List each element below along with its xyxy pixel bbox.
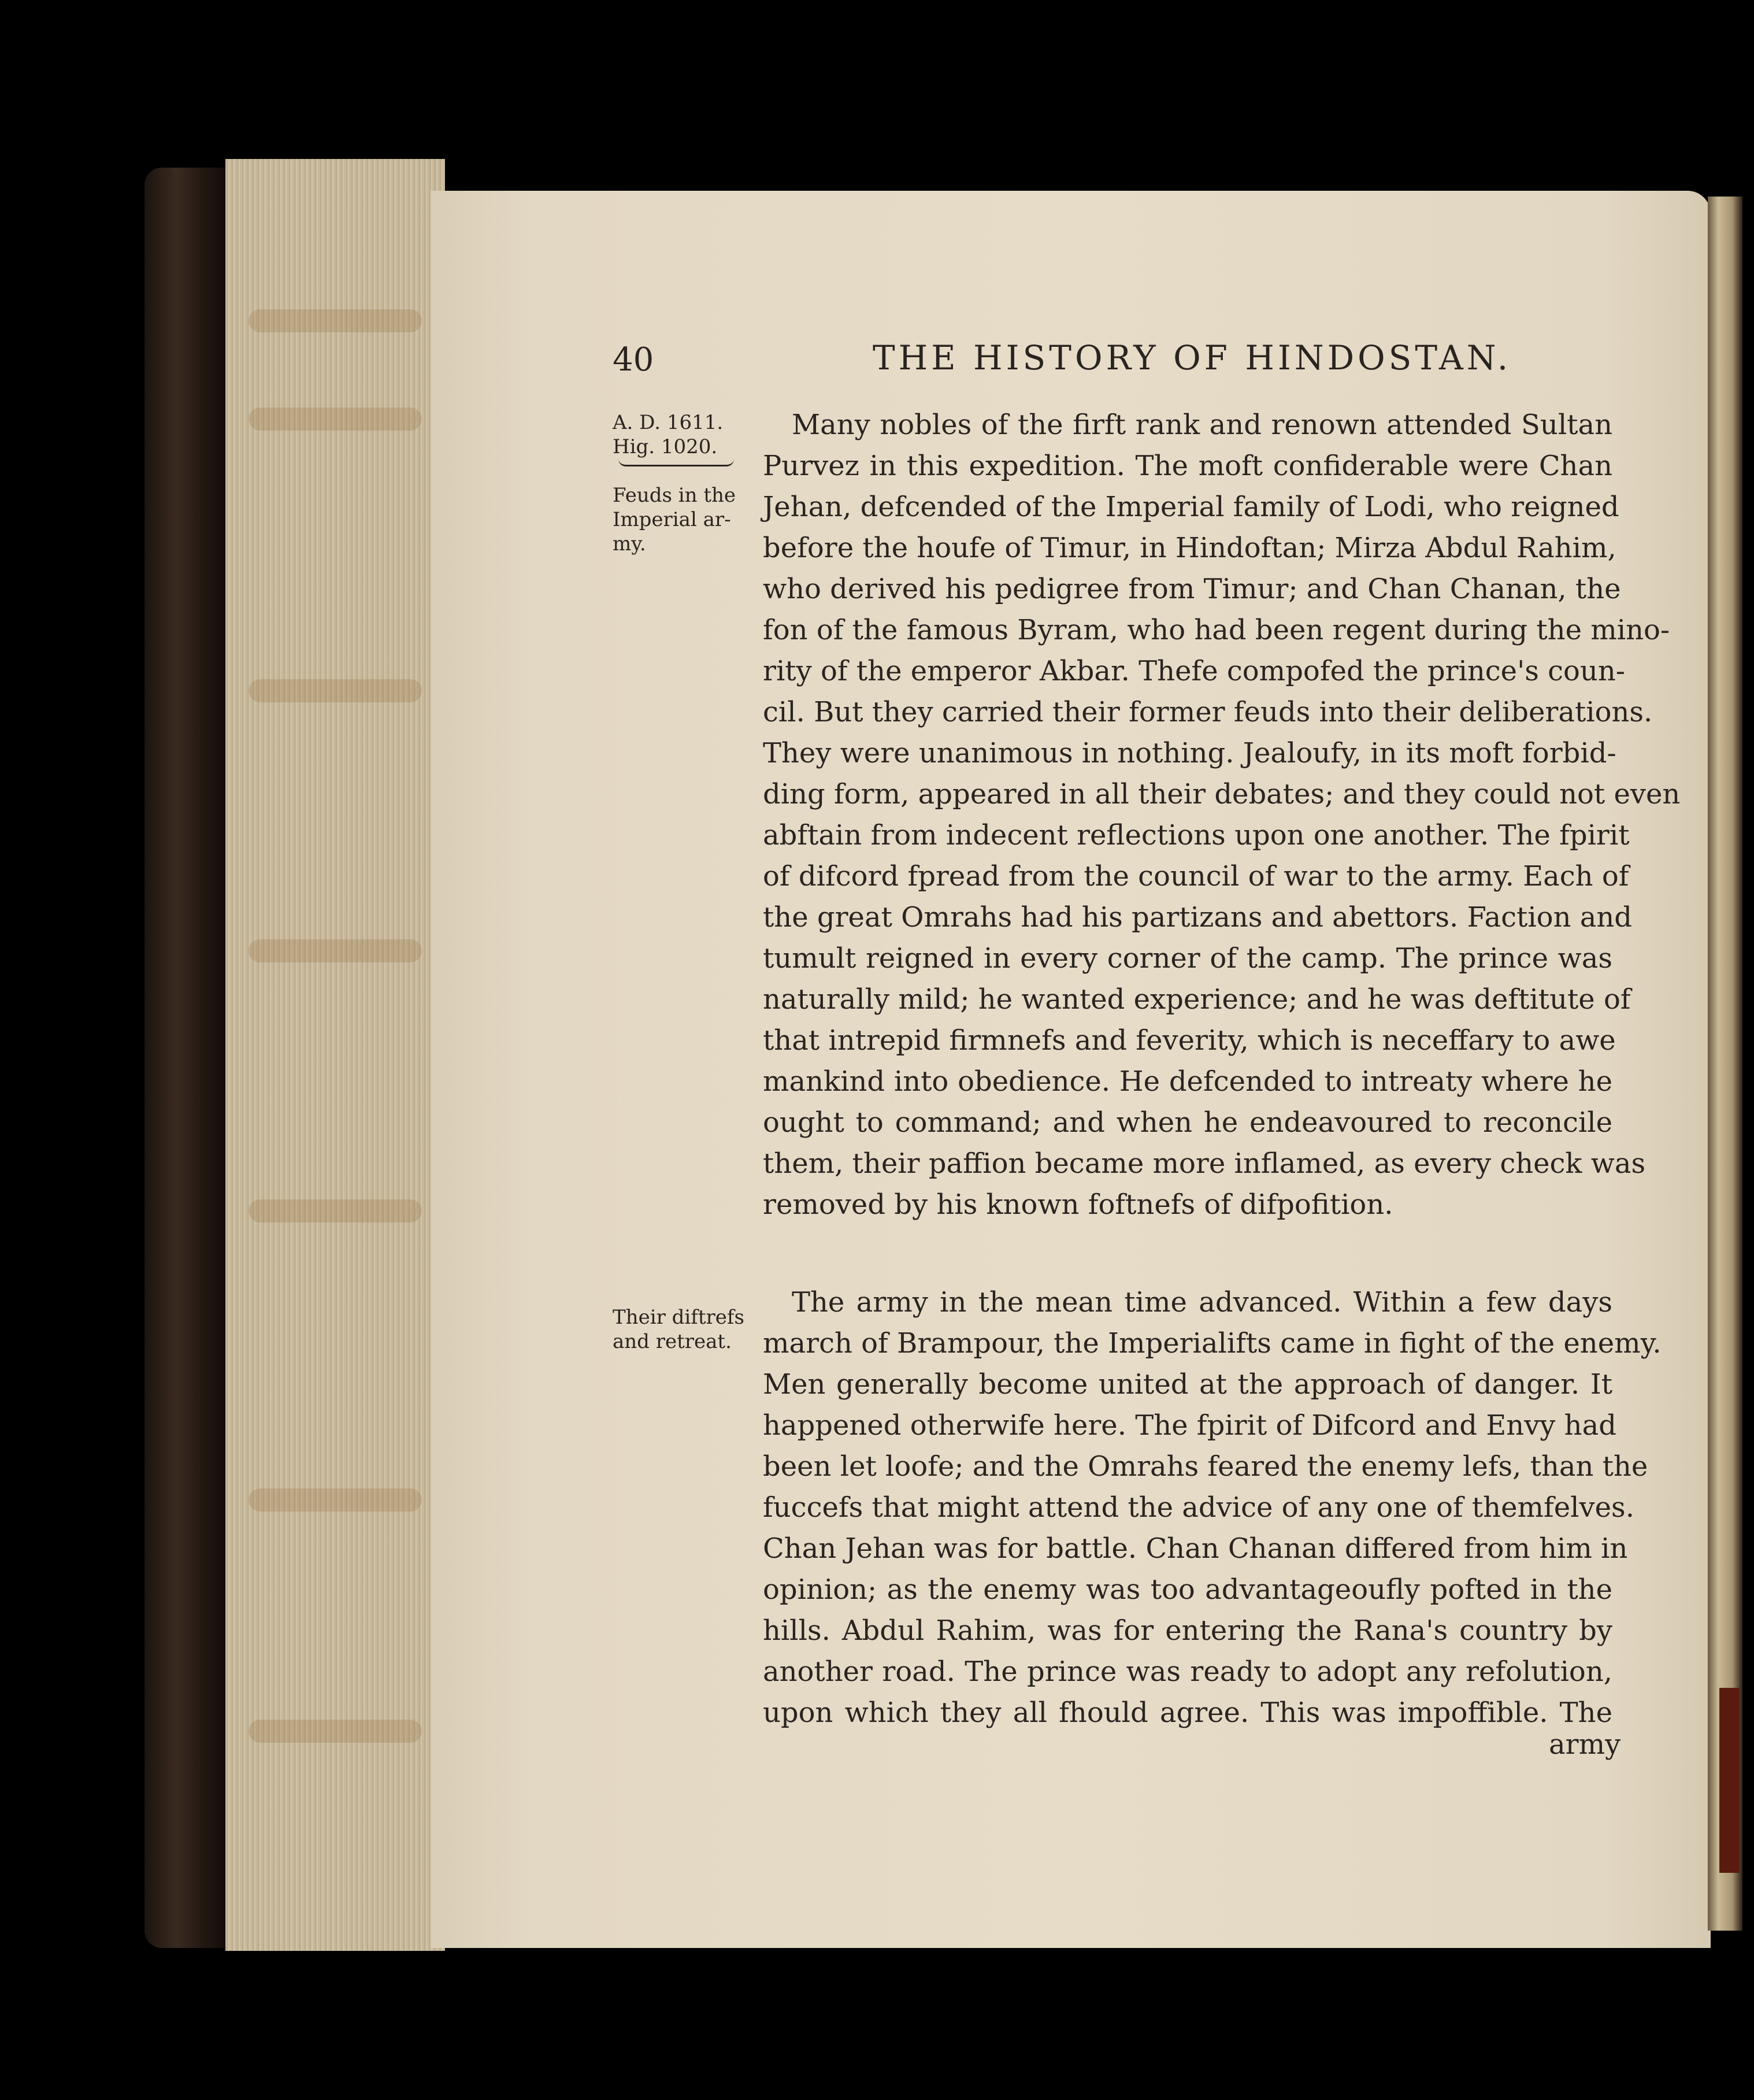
text-line: the great Omrahs had his partizans and abettors. Faction and: [763, 901, 1633, 934]
catchword: army: [1549, 1728, 1621, 1761]
text-line: Men generally become united at the approach of danger. It: [763, 1368, 1612, 1401]
text-line: ought to command; and when he endeavoured to reconcile: [763, 1106, 1612, 1139]
text-line: before the houfe of Timur, in Hindoftan; Mirza Abdul Rahim,: [763, 532, 1616, 564]
date-line: A. D. 1611.: [613, 411, 724, 434]
text-line: march of Brampour, the Imperialifts came in fight of the enemy.: [763, 1327, 1662, 1360]
text-line: upon which they all fhould agree. This was impoffible. The: [763, 1697, 1612, 1729]
text-line: of difcord fpread from the council of war to the army. Each of: [763, 860, 1629, 892]
text-line: ding form, appeared in all their debates; and they could not even: [763, 778, 1681, 810]
text-line: They were unanimous in nothing. Jealoufy, in its moft forbid-: [763, 737, 1616, 769]
page-stain: [249, 1199, 422, 1223]
page-header: [613, 338, 1512, 393]
page-stain: [249, 939, 422, 962]
text-line: them, their paffion became more inflamed, as every check was: [763, 1147, 1646, 1180]
text-line: Purvez in this expedition. The moft confiderable were Chan: [763, 450, 1612, 482]
page-edges: [225, 159, 445, 1951]
date-line: Hig. 1020.: [613, 435, 718, 458]
margin-note-line: Imperial ar-: [613, 508, 731, 531]
margin-note-line: and retreat.: [613, 1330, 732, 1353]
bookmark-ribbon: [1719, 1688, 1740, 1873]
page-stain: [249, 1488, 422, 1512]
margin-note-line: my.: [613, 532, 646, 555]
text-line: another road. The prince was ready to adopt any refolution,: [763, 1655, 1612, 1688]
page-stain: [249, 309, 422, 332]
brace-divider: [618, 459, 734, 466]
text-line: Chan Jehan was for battle. Chan Chanan differed from him in: [763, 1532, 1628, 1565]
text-line: hills. Abdul Rahim, was for entering the Rana's country by: [763, 1614, 1612, 1647]
text-line: cil. But they carried their former feuds into their deliberations.: [763, 696, 1653, 728]
margin-note-line: Their diftrefs: [613, 1306, 744, 1329]
text-line: rity of the emperor Akbar. Thefe compofed the prince's coun-: [763, 655, 1625, 687]
page-stain: [249, 408, 422, 431]
margin-note-line: Feuds in the: [613, 484, 736, 507]
margin-date: [613, 410, 763, 470]
paragraph-1: [763, 405, 1681, 1225]
text-line: that intrepid firmnefs and feverity, which is neceffary to awe: [763, 1024, 1616, 1057]
text-line: abftain from indecent reflections upon one another. The fpirit: [763, 819, 1630, 851]
text-line: fuccefs that might attend the advice of any one of themfelves.: [763, 1491, 1634, 1524]
text-line: mankind into obedience. He defcended to intreaty where he: [763, 1065, 1612, 1098]
paragraph-2: [763, 1282, 1662, 1734]
text-line: fon of the famous Byram, who had been regent during the mino-: [763, 614, 1670, 646]
book-binding: [144, 168, 225, 1948]
text-line: happened otherwife here. The fpirit of Difcord and Envy had: [763, 1409, 1616, 1442]
right-page-edge: [1708, 197, 1742, 1931]
text-line: opinion; as the enemy was too advantageoufly pofted in the: [763, 1573, 1612, 1606]
margin-note-distress: [613, 1305, 763, 1354]
page-number: 40: [613, 341, 654, 379]
text-line: been let loofe; and the Omrahs feared the enemy lefs, than the: [763, 1450, 1648, 1483]
text-line: The army in the mean time advanced. Within a few days: [792, 1286, 1612, 1318]
page-stain: [249, 1720, 422, 1743]
text-line: naturally mild; he wanted experience; and he was deftitute of: [763, 983, 1631, 1016]
margin-note-feuds: [613, 483, 763, 556]
page-stain: [249, 679, 422, 702]
text-line: Jehan, defcended of the Imperial family of Lodi, who reigned: [763, 491, 1619, 523]
text-line: tumult reigned in every corner of the camp. The prince was: [763, 942, 1612, 975]
text-line: removed by his known foftnefs of difpofition.: [763, 1188, 1393, 1221]
text-line: who derived his pedigree from Timur; and Chan Chanan, the: [763, 573, 1621, 605]
running-title: THE HISTORY OF HINDOSTAN.: [873, 338, 1512, 377]
text-line: Many nobles of the firft rank and renown attended Sultan: [792, 409, 1612, 441]
